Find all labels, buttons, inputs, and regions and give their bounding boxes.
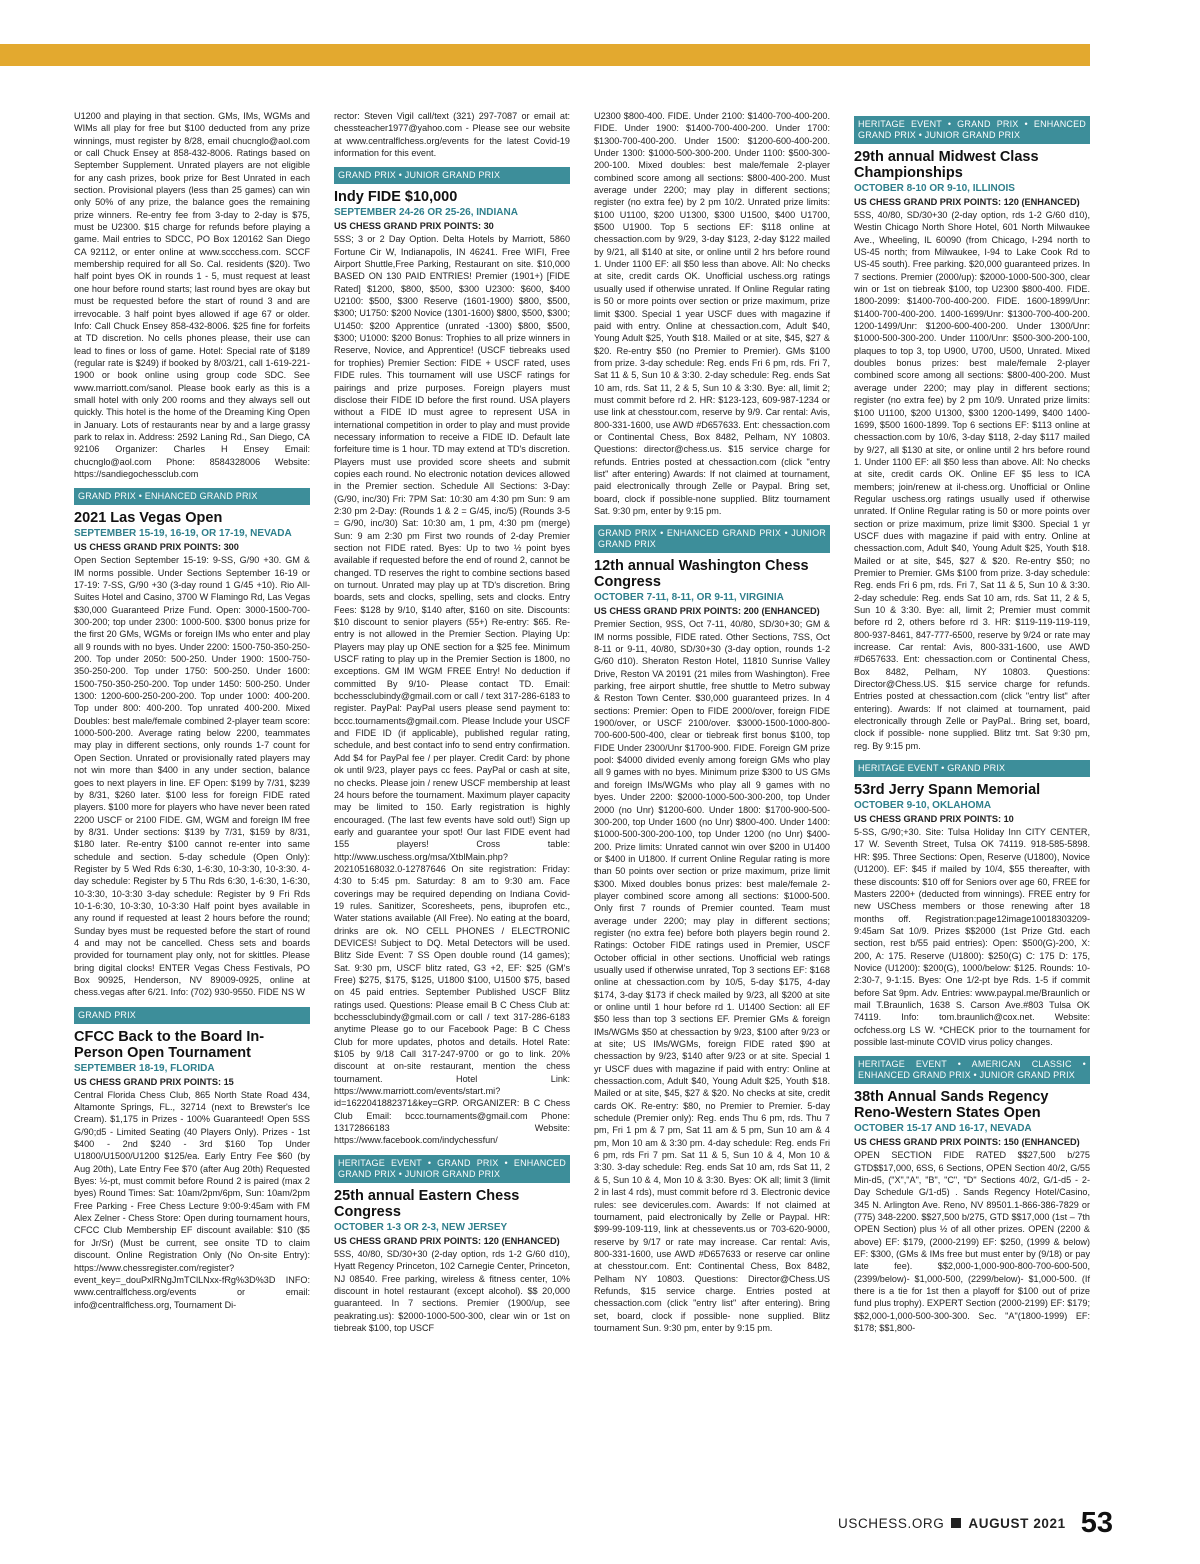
- event-category-tag: GRAND PRIX: [74, 1007, 310, 1024]
- square-bullet-icon: [951, 1518, 961, 1528]
- event-category-tag: HERITAGE EVENT • GRAND PRIX • ENHANCED GRAND PRIX • JUNIOR GRAND PRIX: [854, 116, 1090, 144]
- event-title: 53rd Jerry Spann Memorial: [854, 782, 1041, 799]
- continued-listing-text: rector: Steven Vigil call/text (321) 297-7087 or email at: chessteacher1977@yahoo.com - Please see our website at www.centralflchess.org/events for the latest Covid-19 information for this event.: [334, 111, 570, 159]
- column-2: [334, 110, 570, 1333]
- continued-listing-text: U2300 $800-400. FIDE. Under 2100: $1400-700-400-200. FIDE. Under 1900: $1400-700-400-200. Under 1700: $1300-700-400-200. Under 1500: $1200-600-400-200. Under 1300: $1000-500-300-200. Under 1100: $500-300-200-100. Mixed doubles: best male/female 2-player combined score among all sections: $800-400-200. Must average under 2200; may play in different sections; register (no extra fee) by 2 pm 10/2. Unrated prize limits: $100 U1100, $200 U1300, $300 U1500, $400 U1700, $500 U1900. Top 5 sections EF: $118 online at chessaction.com by 9/29, 3-day $123, 2-day $122 mailed by 9/21, all $140 at site, or online until 2 hrs before round 1. Under 1100 EF: all $50 less than above. All: No checks at site, credit cards OK. Unofficial uschess.org ratings usually used if otherwise unrated. If Online Regular rating is 50 or more points over section or prize maximum, prize limit $300. Special 1 year USCF dues with magazine if paid with entry. Online at chessaction.com, Adult $40, Young Adult $25, Youth $18. Mailed or at site, $45, $27 & $20. Re-entry $50 (no Premier to Premier). GMs $100 from prize. 3-day schedule: Reg. ends Fri 6 pm, rds. Fri 7, Sat 11 & 5, Sun 10 & 3:30. 2-day schedule: Reg. ends Sat 10 am, rds. Sat 11, 2 & 5, Sun 10 & 3:30. Bye: all, limit 2; must commit before rd 2. HR: $123-123, 609-987-1234 or use link at chesstour.com, reserve by 9/9. Car rental: Avis, 800-331-1600, use AWD #D657633. Ent: chessaction.com or Continental Chess, Box 8482, Pelham, NY 10803. Questions: director@chess.us. $15 service charge for refunds. Entries posted at chessaction.com (click "entry list" after entering) Awards: If not claimed at tournament, paid electronically through Zelle or Paypal. Bring set, board, clock if possible-none supplied. Blitz tournament Sat. 9:30 pm, enter by 9:15 pm.: [594, 111, 830, 516]
- grand-prix-points: US CHESS GRAND PRIX POINTS: 150 (ENHANCED): [854, 1137, 1080, 1148]
- event-category-tag: HERITAGE EVENT • GRAND PRIX • ENHANCED GRAND PRIX • JUNIOR GRAND PRIX: [334, 1155, 570, 1183]
- grand-prix-points: US CHESS GRAND PRIX POINTS: 30: [334, 221, 494, 232]
- event-date: OCTOBER 8-10 OR 9-10, ILLINOIS: [854, 183, 1015, 194]
- header-accent-bar: [0, 44, 1090, 66]
- event-title: 12th annual Washington Chess Congress: [594, 558, 809, 591]
- event-date: OCTOBER 1-3 OR 2-3, NEW JERSEY: [334, 1221, 508, 1233]
- event-title: CFCC Back to the Board In-Person Open Tournament: [74, 1028, 265, 1061]
- continued-listing-text: U1200 and playing in that section. GMs, IMs, WGMs and WIMs all play for free but $100 deducted from any prize winnings, must register by 8/28, email chucnglo@aol.com or call Chuck Ensey at 858-432-8006. Ratings based on September Supplement. Unrated players are not eligible for any cash prizes, book prize for Best Unrated in each section. Provisional players (less than 25 games) can win only 50% of any prize, the balance goes the remaining prize winners. Re-entry fee from 3-day to 2-day is $75, must be U2300. $15 charge for refunds before playing a game. Mail entries to SDCC, PO Box 120162 San Diego CA 92112, or enter online at www.sccchess.com. SCCF membership required for all So. Cal. residents ($20). Two half point byes OK in rounds 1 - 5, must request at least one hour before round starts; last round byes are okay but must be requested before the start of round 3 and are irrevocable. 3 half point byes allowed if age 67 or older. Info: Call Chuck Ensey 858-432-8006. $25 fine for forfeits at TD discretion. No cells phones please, their use can lead to fines or loss of game. Hotel: Special rate of $189 (regular rate is $249) if booked by 8/03/21, call 1-619-221-1900 or book online using group code SDC. See www.marriott.com/sanol. Please book early as this is a small hotel with only 200 rooms and they always sell out quickly. This hotel is the home of the Dreaming King Open in January. Lots of restaurants near by and a large grassy park to relax in. Address: 2592 Laning Rd., San Diego, CA 92106 Organizer: Charles H Ensey Email: chucnglo@aol.com Phone: 8584328006 Website: https://sandiegochessclub.com: [74, 111, 310, 479]
- grand-prix-points: US CHESS GRAND PRIX POINTS: 300: [74, 542, 239, 553]
- event-body: 5SS, 40/80, SD/30+30 (2-day option, rds 1-2 G/60 d10), Westin Chicago North Shore Hotel, 601 North Milwaukee Ave., Wheeling, IL 60090 (from Chicago, I-294 north to US-45 north; from Milwaukee, I-94 to Lake Cook Rd to US-45 south). Free parking. $20,000 guaranteed prizes. In 7 sections. Premier (2000/up): $2000-1000-500-300, clear win or 1st on tiebreak $100, top U2300 $800-400. FIDE. 1800-2099: $1400-700-400-200. FIDE. 1600-1899/Unr: $1400-700-400-200. 1400-1699/Unr: $1300-700-400-200. 1200-1499/Unr: $1200-600-400-200. Under 1300/Unr: $1000-500-300-200. Under 1100/Unr: $500-300-200-100, plaques to top 3, top U900, U700, U500, Unrated. Mixed doubles bonus prizes: best male/female 2-player combined score among all sections: $800-400-200. Must average under 2200; may play in different sections; register (no extra fee) by 2 pm 10/9. Unrated prize limits: $100 U1100, $200 U1300, $300 1200-1499, $400 1400-1699, $500 1600-1899. Top 6 sections EF: $113 online at chessaction.com by 10/6, 3-day $118, 2-day $117 mailed by 9/27, all $130 at site, or online until 2 hrs before round 1. Under 1100 EF: all $50 less than above. All: No checks at site, credit cards OK. Online EF $5 less to ICA members; join/renew at il-chess.org. Unofficial or Online Regular uschess.org ratings usually used if otherwise unrated. If Online Regular rating is 50 or more points over section or prize maximum, prize limit $300. Special 1 yr USCF dues with magazine if paid with entry. Online at chessaction.com, Adult $40, Young Adult $25, Youth $18. Mailed or at site, $45, $27 & $20. Re-entry $50; no Premier to Premier. GMs $100 from prize. 3-day schedule: Reg. ends Fri 6 pm, rds. Fri 7, Sat 11 & 5, Sun 10 & 3:30. 2-day schedule: Reg. ends Sat 10 am, rds. Sat 11, 2 & 5, Sun 10 & 3:30. Bye: all, limit 2; Premier must commit before rd 2, others before rd 3. HR: $119-119-119-119, 800-937-8461, 847-777-6500, reserve by 9/24 or rate may increase. Car rental: Avis, 800-331-1600, use AWD #D657633. Ent: chessaction.com or Continental Chess, Box 8482, Pelham, NY 10803. Questions: Director@Chess.US. $15 service charge for refunds. Entries posted at chessaction.com (click "entry list" after entering). Awards: If not claimed at tournament, paid electronically through Zelle or PayPal.. Bring set, board, clock if possible- none supplied. Blitz tmt. Sat 9:30 pm, reg. By 9:15 pm.: [854, 210, 1090, 751]
- event-date: OCTOBER 9-10, OKLAHOMA: [854, 800, 992, 812]
- grand-prix-points: US CHESS GRAND PRIX POINTS: 15: [74, 1076, 234, 1087]
- grand-prix-points: US CHESS GRAND PRIX POINTS: 200 (ENHANCED): [594, 606, 820, 617]
- event-body: Central Florida Chess Club, 865 North State Road 434, Altamonte Springs, FL., 32714 (next to Brewster's Ice Cream). $1,175 in Prizes - 100% Guaranteed! Open 5SS G/90;d5 - Limited Seating (40 Players Only). Prizes - 1st $400 - 2nd $240 - 3rd $160 Top Under U1800/U1500/U1200 $125/ea. Early Entry Fee $60 (by Aug 20th), Late Entry Fee $70 (after Aug 20th) Requested Byes: ½-pt, must commit before Round 2 is paired (max 2 byes) Round Times: Sat: 10am/2pm/6pm, Sun: 10am/2pm Free Parking - Free Chess Lecture 9:00-9:45am with FM Alex Zelner - Chess Store: Open during tournament hours, CFCC Club Membership EF discount available: $10 ($5 for Jr/Sr) (Must be current, see onsite TD to claim discount. Online Registration Only (No On-site Entry): https://www.chessregister.com/register?event_key=_douPxlRNgJmTClLNxx-fRg%3D%3D INFO: www.centralflchess.org/events or email: info@centralflchess.org, Tournament Di-: [74, 1089, 310, 1310]
- event-date: SEPTEMBER 24-26 OR 25-26, INDIANA: [334, 207, 518, 219]
- event-title: 29th annual Midwest Class Championships: [854, 149, 1039, 181]
- column-3: [594, 110, 830, 1340]
- column-1: [74, 110, 310, 1322]
- event-date: OCTOBER 7-11, 8-11, OR 9-11, VIRGINIA: [594, 592, 784, 604]
- event-category-tag: GRAND PRIX • JUNIOR GRAND PRIX: [334, 167, 570, 184]
- event-category-tag: GRAND PRIX • ENHANCED GRAND PRIX • JUNIOR GRAND PRIX: [594, 525, 830, 553]
- footer-issue-date: AUGUST 2021: [968, 1515, 1066, 1531]
- event-body: 5SS; 3 or 2 Day Option. Delta Hotels by Marriott, 5860 Fortune Cir W, Indianapolis, IN 46241. Free WIFI, Free Airport Shuttle,Free Parking, Restaurant on site. $10,000 BASED ON 130 PAID ENTRIES! Premier (1901+) [FIDE Rated] $1200, $800, $500, $300 U2300: $600, $400 U2100: $500, $300 Reserve (1601-1900) $800, $500, $300; U1750: $200 Novice (1301-1600) $800, $500, $300; U1450: $200 Apprentice (unrated -1300) $800, $500, $300; U1000: $200 Bonus: Trophies to all prize winners in Reserve, Novice, and Apprentice! (USCF tiebreaks used for trophies) Premier Section: FIDE + USCF rated, uses FIDE rules. This tournament will use USCF ratings for pairings and prize purposes. Foreign players must disclose their FIDE ID before the first round. USA players without a FIDE ID must agree to represent USA in international competition in order to play and must provide necessary information to receive a FIDE ID. Default late forfeiture time is 1 hour. TD may extend at TD's discretion. Players must use provided score sheets and submit copies each round. No electronic notation devices allowed in the Premier section. Schedule All Sections: 3-Day: (G/90, inc/30) Fri: 7PM Sat: 10:30 am 4:30 pm Sun: 9 am 2:30 pm 2-Day: (Rounds 1 & 2 = G/45, inc/5) (Rounds 3-5 = G/90, inc/30) Sat: 10:30 am, 1 pm, 4:30 pm (merge) Sun: 9 am 2:30 pm First two rounds of 2-day Premier section not FIDE rated. Byes: Up to two ½ point byes available if requested before the end of round 2, cannot be changed. TD reserves the right to combine sections based on turnout. Unrated may play up at TD's discretion. Bring boards, sets and clocks, spelling, sets and clocks. Entry Fees: $128 by 9/10, $140 after, $160 on site. Discounts: $10 discount to senior players (55+) Re-entry: $65. Re-entry is not allowed in the Premier Section. Playing Up: Players may play up ONE section for a $25 fee. Minimum USCF rating to play up in the Premier Section is 1800, no exceptions. GM IM WGM FREE Entry! No deduction if committed By 9/10- Please contact TD. Email: bcchessclubindy@gmail.com or call / text 317-286-6183 to register. PayPal: PayPal users please send payment to: bccc.tournaments@gmail.com. Please Include your USCF and FIDE ID (if applicable), published regular rating, schedule, and best contact info to send entry confirmation. Add $4 for PayPal fee / per player. Credit Card: by phone ok until 9/23, player pays cc fees. PayPal or cash at site, no checks. Please join / renew USCF membership at least 24 hours before the tournament. Maximum player capacity may be limited to 150. Early registration is highly encouraged. (The last few events have sold out!) Sign up early and guarantee your spot! Our last FIDE event had 155 players! Cross table: http://www.uschess.org/msa/XtblMain.php?202105168032.0-12787646 On site registration: Friday: 4:30 to 5:45 pm. Saturday: 8 am to 9:30 am. Face coverings may be required depending on Indiana Covid-19 rules. Sanitizer, Scoresheets, pens, ibuprofen etc., Water stations available (All Free). No eating at the board, drinks are ok. NO CELL PHONES / ELECTRONIC DEVICES! Subject to DQ. Metal Detectors will be used. Blitz Side Event: 7 SS Open double round (14 games); Sat. 9:30 pm, USCF blitz rated, G3 +2, EF: $25 (GM's Free) $275, $175, $125, U1800 $100, U1500 $75, based on 45 paid entries. September Published USCF Blitz ratings used. Questions: Please email B C Chess Club at: bcchessclubindy@gmail.com or call / text 317-286-6183 anytime Please go to our Facebook Page: B C Chess Club for more updates, photos and details. Hotel Rate: $105 by 9/18 Call 317-247-9700 or go to link. 20% discount at on-site restaurant, mention the chess tournament. Hotel Link: https://www.marriott.com/events/start.mi?id=1622041882371&key=GRP. ORGANIZER: B C Chess Club Email: bccc.tournaments@gmail.com Phone: 13172866183 Website: https://www.facebook.com/indychessfun/: [334, 234, 570, 1146]
- footer-site: USCHESS.ORG: [838, 1515, 945, 1531]
- event-title: 38th Annual Sands Regency Reno-Western States Open: [854, 1089, 1049, 1122]
- event-date: SEPTEMBER 15-19, 16-19, OR 17-19, NEVADA: [74, 528, 292, 540]
- grand-prix-points: US CHESS GRAND PRIX POINTS: 120 (ENHANCED): [334, 1235, 560, 1246]
- event-date: SEPTEMBER 18-19, FLORIDA: [74, 1062, 215, 1074]
- event-body: Premier Section, 9SS, Oct 7-11, 40/80, SD/30+30; GM & IM norms possible, FIDE rated. Other Sections, 7SS, Oct 8-11 or 9-11, 40/80, SD/30+30 (3-day option, rounds 1-2 G/60 d10). Sheraton Reston Hotel, 11810 Sunrise Valley Drive, Reston VA 20191 (21 miles from Washington). Free parking, free airport shuttle, free shuttle to Metro subway & Reston Town Center. $30,000 guaranteed prizes. In 4 sections: Premier: Open to FIDE 2000/over, foreign FIDE 1900/over, or USCF 2100/over. $3000-1500-1000-800-700-600-500-400, clear or tiebreak first bonus $100, top FIDE Under 2300/Unr $1700-900. FIDE. Foreign GM prize pool: $4000 divided evenly among foreign GMs who play all 9 games with no byes. Minimum prize $300 to US GMs and foreign IMs/WGMs who play all 9 games with no byes. Under 2200: $2000-1000-500-300-200, top Under 2000 (no Unr) $1200-600. Under 1800: $1700-900-500-300-200, top Under 1600 (no Unr) $800-400. Under 1400: $1000-500-300-200-100, top Under 1200 (no Unr) $400-200. Prize limits: Unrated cannot win over $200 in U1400 or $400 in U1800. If current Online Regular rating is more than 50 points over section or prize maximum, prize limit $300. Mixed doubles bonus prizes: best male/female 2-player combined score among all sections: $1000-500. Only first 7 rounds of Premier counted. Team must average under 2200; may play in different sections; register (no extra fee) before both players begin round 2. Ratings: October FIDE ratings used in Premier, USCF October official in other sections. Unofficial web ratings usually used if otherwise unrated, Top 3 sections EF: $168 online at chessaction.com by 10/5, 5-day $175, 4-day $174, 3-day $173 if check mailed by 9/23, all $200 at site or online until 1 hour before rd 1. U1400 Section: all EF $50 less than top 3 sections EF. Premier GMs & foreign IMs/WGMs $50 at chessaction by 9/23, $100 after 9/23 or at site; US IMs/WGMs, foreign FIDE rated $90 at chessaction by 9/23, $140 after 9/23 or at site. Special 1 yr USCF dues with magazine if paid with entry: Online at chessaction.com, Adult $40, Young Adult $25, Youth $18. Mailed or at site, $45, $27 & $20. No checks at site, credit cards OK. Re-entry: $80, no Premier to Premier. 5-day schedule (Premier only): Reg. ends Thu 6 pm, rds. Thu 7 pm, Fri 1 pm & 7 pm, Sat 11 am & 5 pm, Sun 10 am & 4 pm, Mon 10 am & 3:30 pm. 4-day schedule: Reg. ends Fri 6 pm, rds Fri 7 pm. Sat 11 & 5, Sun 10 & 4, Mon 10 & 3:30. 3-day schedule: Reg. ends Sat 10 am, rds Sat 11, 2 & 5, Sun 10 & 4, Mon 10 & 3:30. Byes: OK all; limit 3 (limit 2 in last 4 rds), must commit before rd 3. Electronic device rules: see devicerules.com. Awards: If not claimed at tournament, paid electronically by Zelle or Paypal. HR: $99-99-109-119, link at chessevents.us or 703-620-9000, reserve by 9/17 or rate may increase. Car rental: Avis, 800-331-1600, use AWD #D657633 or reserve car online at chesstour.com. Ent: Continental Chess, Box 8482, Pelham NY 10803. Questions: Director@Chess.US Refunds, $15 service charge. Entries posted at chessaction.com (click "entry list" after entering). Bring set, board, clock if possible- none supplied. Blitz tournament Sun. 9:30 pm, enter by 9:15 pm.: [594, 619, 830, 1333]
- column-4: [854, 110, 1090, 1334]
- event-category-tag: HERITAGE EVENT • GRAND PRIX: [854, 760, 1090, 777]
- event-date: OCTOBER 15-17 AND 16-17, NEVADA: [854, 1123, 1032, 1135]
- event-category-tag: GRAND PRIX • ENHANCED GRAND PRIX: [74, 488, 310, 505]
- event-title: Indy FIDE $10,000: [334, 189, 458, 206]
- event-body: Open Section September 15-19: 9-SS, G/90 +30. GM & IM norms possible. Under Sections September 16-19 or 17-19: 7-SS, G/90 +30 (3-day round 1 G/45 +10). Rio All-Suites Hotel and Casino, 3700 W Flamingo Rd, Las Vegas $30,000 Guaranteed Prize Fund. Open: 3000-1500-700-300-200; top under 2300: 1000-500. $300 bonus prize for the first 20 GMs, WGMs or foreign IMs who enter and play all 9 rounds with no byes. Under 2200: 1500-750-350-250-200. Top under 2050: 500-250. Under 1900: 1500-750-350-250-200. Top under 1750: 500-250. Under 1600: 1500-750-350-250-200. Top under 1450: 500-250. Under 1300: 1200-600-250-200-200. Top under 1000: 400-200. Top under 800: 400-200. Top unrated 400-200. Mixed Doubles: best male/female combined 2-player team score: 1000-500-200. Average rating below 2200, teammates may play in different sections, only rounds 1-7 count for Open Section. Unrated or provisionally rated players may not win more than $400 in any under section, balance goes to next players in line. EF Open: $199 by 7/31, $239 by 8/31, $260 later. $100 less for foreign FIDE rated players. $100 more for players who have never been rated 2200 USCF or 2100 FIDE. GM, WGM and foreign IM free by 8/31. Under sections: $139 by 7/31, $159 by 8/31, $180 later. Re-entry $100 cannot re-enter into same schedule and section. 5-day schedule (Open Only): Register by 5 Wed Rds 6:30, 1-6:30, 10-3:30, 10-3:30. 4-day schedule: Register by 5 Thu Rds 6:30, 1-6:30, 1-6:30, 10-3:30, 10-3:30 3-day schedule: Register by 9 Fri Rds 10-1-6:30, 10-3:30, 10-3:30 Half point byes available in any round if requested at least 2 hours before the round; Sunday byes must be requested before the start of round 4 and may not be cancelled. Chess sets and boards provided for tournament play only, not for skittles. Please bring digital clocks! ENTER Vegas Chess Festivals, PO Box 90925, Henderson, NV 89009-0925, online at chess.vegas after 6/21. Info: (702) 930-9550. FIDE NS W: [74, 555, 310, 998]
- page-footer: [838, 1508, 1113, 1538]
- grand-prix-points: US CHESS GRAND PRIX POINTS: 10: [854, 814, 1014, 825]
- event-title: 2021 Las Vegas Open: [74, 510, 223, 527]
- page-number: 53: [1080, 1506, 1114, 1539]
- event-body: OPEN SECTION FIDE RATED $$27,500 b/275 GTD$$17,000, 6SS, 6 Sections, OPEN Section 40/2, G/55 Min-d5, ("X","A", "B", "C", "D" Sections 40/2, G/1-d5 - 2-Day Schedule G/1-d5) . Sands Regency Hotel/Casino, 345 N. Arlington Ave. Reno, NV 89501.1-866-386-7829 or (775) 348-2200. $$27,500 b/275, GTD $$17,000 (1st – 7th OPEN Section) plus ½ of all other prizes. OPEN (2200 & above) EF: $179, (2000-2199) EF: $250, (1999 & below) EF: $300, (GMs & IMs free but must enter by (9/18) or pay late fee). $$2,000-1,000-900-800-700-600-500, (2399/below)- $1,000-500, (2299/below)- $1,000-500. (If there is a tie for 1st then a playoff for $100 out of prize fund plus trophy). EXPERT Section (2000-2199) EF: $179; $$2,000-1,000-500-300-300. Sec. "A"(1800-1999) EF: $178; $$1,800-: [854, 1150, 1090, 1334]
- event-category-tag: HERITAGE EVENT • AMERICAN CLASSIC • ENHANCED GRAND PRIX • JUNIOR GRAND PRIX: [854, 1056, 1090, 1084]
- event-body: 5-SS, G/90;+30. Site: Tulsa Holiday Inn CITY CENTER, 17 W. Seventh Street, Tulsa OK 74119. 918-585-5898. HR: $95. Three Sections: Open, Reserve (U1800), Novice (U1200). EF: $45 if mailed by 10/4, $55 thereafter, with these discounts: $10 off for Seniors over age 60, FREE for Masters 2200+ (deducted from winnings). FREE entry for new USChess members or those renewing after 18 months off. Registration:page12image10018303209-9:45am Sat 10/9. Prizes $$2000 (1st Prize Gtd. each section, rest b/55 paid entries): Open: $500(G)-200, X: 200, A: 175. Reserve (U1800): $250(G) C: 175 D: 175, Novice (U1200): $200(G), 1000/below: $125. Rounds: 10-2:30-7, 9-1:15. Byes: One 1/2-pt bye Rds. 1-5 if commit before Sat 9pm. Adv. Entries: www.paypal.me/Braunlich or mail T.Braunlich, 1638 S. Carson Ave.#803 Tulsa OK 74119. Info: tom.braunlich@cox.net. Website: ocfchess.org LS W. *CHECK prior to the tournament for possible last-minute COVID virus policy changes.: [854, 827, 1090, 1047]
- event-body: 5SS, 40/80, SD/30+30 (2-day option, rds 1-2 G/60 d10), Hyatt Regency Princeton, 102 Carnegie Center, Princeton, NJ 08540. Free parking, wireless & fitness center, 10% discount in hotel restaurant (except alcohol). $$ 20,000 guaranteed. In 7 sections. Premier (1900/up, see peakrating.us): $2000-1000-500-300, clear win or 1st on tiebreak $100, top USCF: [334, 1248, 570, 1333]
- grand-prix-points: US CHESS GRAND PRIX POINTS: 120 (ENHANCED): [854, 197, 1080, 207]
- event-title: 25th annual Eastern Chess Congress: [334, 1187, 520, 1220]
